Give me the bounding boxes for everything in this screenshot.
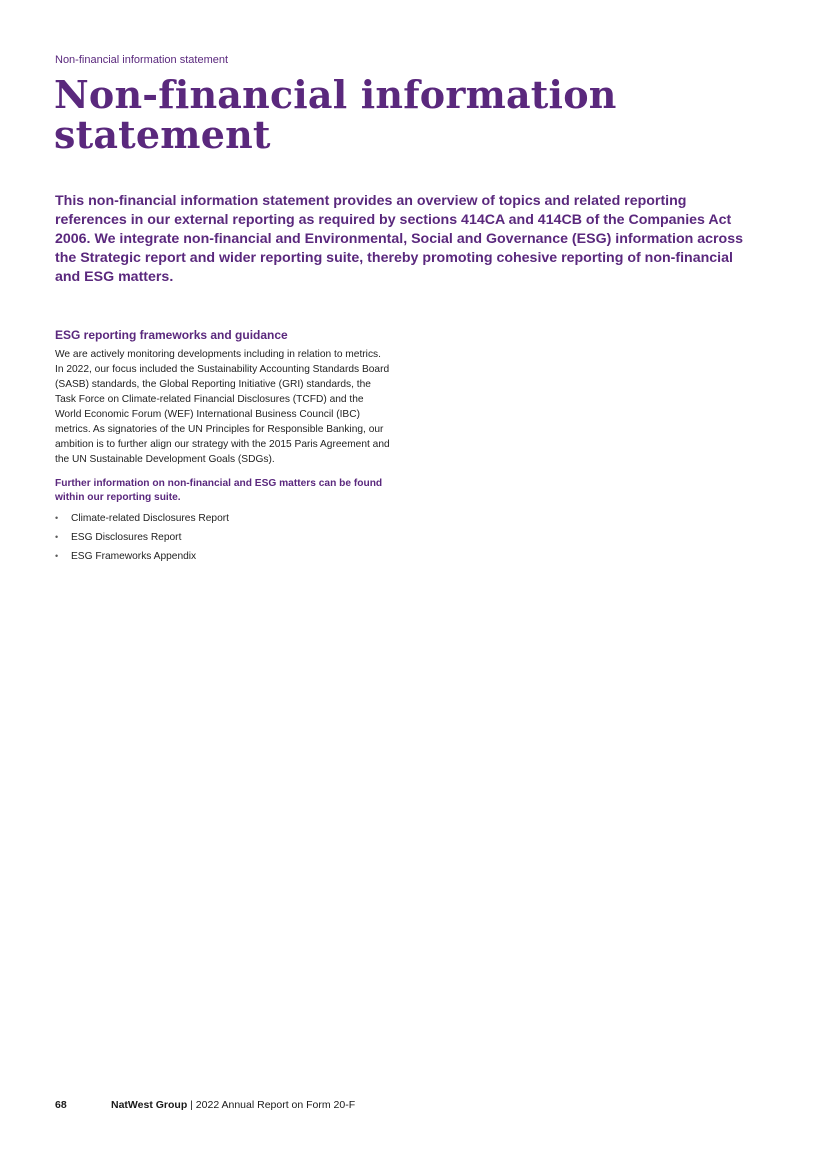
- bullet-icon: •: [55, 551, 59, 561]
- report-name: ESG Disclosures Report: [71, 532, 182, 543]
- list-item: [55, 509, 390, 528]
- footer-separator: |: [187, 1099, 196, 1111]
- page-number: 68: [55, 1099, 67, 1111]
- esg-frameworks-section: [55, 328, 390, 566]
- esg-body-text: We are actively monitoring developments including in relation to metrics. In 2022, our focus included the Sustainability Accounting Standards Board (SASB) standards, the Global Reporting Initiative (GRI) standards, the Task Force on Climate-related Financial Disclosures (TCFD) and the World Economic Forum (WEF) International Business Council (IBC) metrics. As signatories of the UN Principles for Responsible Banking, our ambition is to further align our strategy with the 2015 Paris Agreement and the UN Sustainable Development Goals (SDGs).: [55, 349, 390, 465]
- report-name: Climate-related Disclosures Report: [71, 513, 229, 524]
- further-info-text: Further information on non-financial and ESG matters can be found within our reporting suite.: [55, 478, 383, 503]
- report-name: ESG Frameworks Appendix: [71, 551, 197, 562]
- section-label: Non-financial information statement: [55, 54, 229, 66]
- report-list: [55, 509, 390, 566]
- brand-name: NatWest Group: [111, 1099, 188, 1111]
- page-footer: [55, 1099, 355, 1111]
- intro-paragraph: This non-financial information statement provides an overview of topics and related reporting references in our external reporting as required by sections 414CA and 414CB of the Companies Act 2006. We integrate non-financial and Environmental, Social and Governance (ESG) information across the Strategic report and wider reporting suite, thereby promoting cohesive reporting of non-financial and ESG matters.: [55, 193, 743, 285]
- list-item: [55, 547, 390, 566]
- report-name-footer: 2022 Annual Report on Form 20-F: [195, 1099, 356, 1111]
- section-heading: ESG reporting frameworks and guidance: [55, 328, 288, 342]
- page-title: Non-financial information statement: [54, 72, 617, 157]
- bullet-icon: •: [55, 513, 59, 523]
- bullet-icon: •: [55, 532, 59, 542]
- list-item: [55, 528, 390, 547]
